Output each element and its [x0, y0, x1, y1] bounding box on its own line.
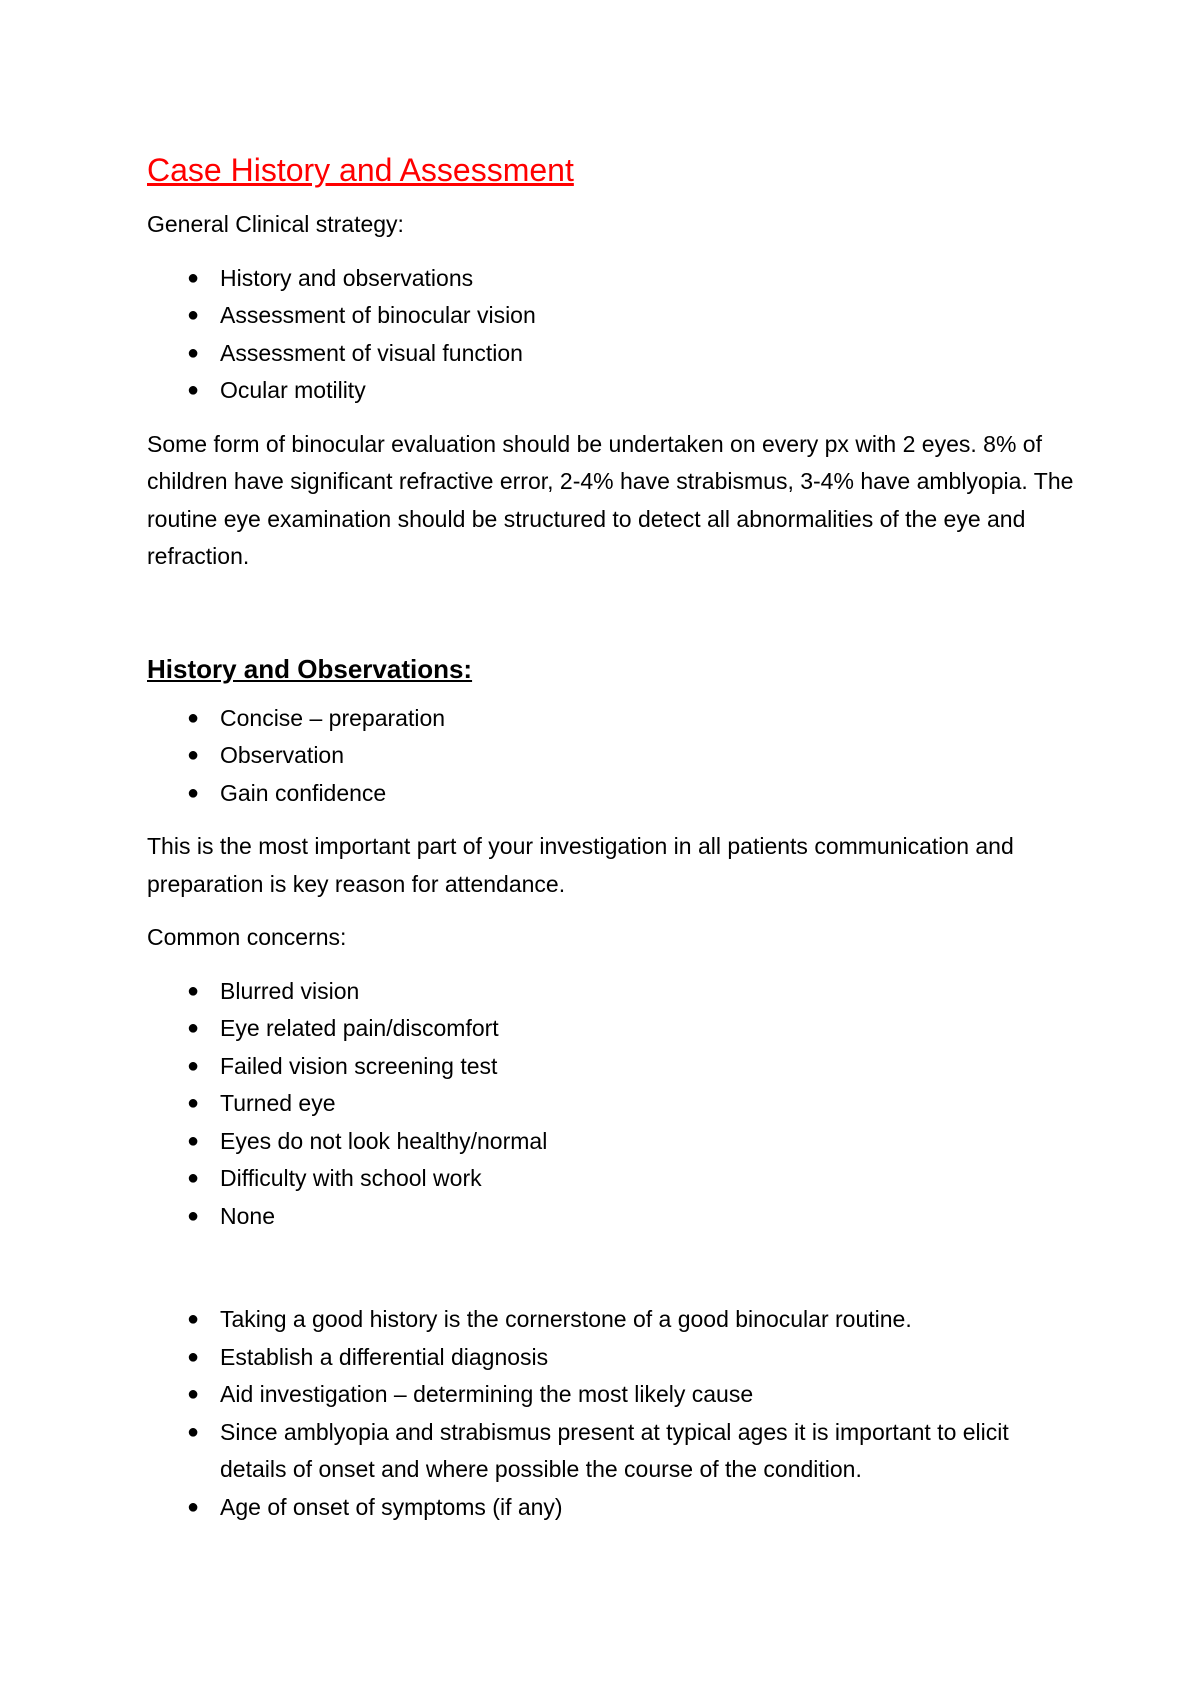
history-notes-list: [147, 1301, 1077, 1526]
bullet-icon: ●: [187, 1383, 200, 1405]
list-item: ● Ocular motility: [147, 372, 1077, 410]
bullet-icon: ●: [187, 1092, 200, 1114]
list-item: ● Difficulty with school work: [147, 1160, 1077, 1198]
strategy-label: General Clinical strategy:: [147, 211, 404, 237]
document-title: Case History and Assessment: [147, 152, 574, 188]
spacer: [147, 1251, 1077, 1301]
list-item: ● Turned eye: [147, 1085, 1077, 1123]
bullet-icon: ●: [187, 379, 200, 401]
list-item: ● Observation: [147, 737, 1077, 775]
list-item: ● None: [147, 1198, 1077, 1236]
bullet-icon: ●: [187, 781, 200, 804]
importance-paragraph: This is the most important part of your investigation in all patients communication and preparation is key reason for attendance.: [147, 833, 1014, 897]
section-heading: History and Observations:: [147, 653, 473, 684]
bullet-icon: ●: [187, 341, 200, 364]
list-item: ● Concise – preparation: [147, 700, 1077, 738]
list-item: ● History and observations: [147, 260, 1077, 298]
bullet-icon: ●: [187, 744, 200, 766]
bullet-icon: ●: [187, 266, 200, 289]
bullet-icon: ●: [187, 706, 200, 729]
bullet-icon: ●: [187, 1054, 200, 1077]
concerns-label: Common concerns:: [147, 924, 347, 950]
bullet-icon: ●: [187, 1345, 200, 1368]
document-page: [147, 150, 1077, 1542]
bullet-icon: ●: [187, 1017, 200, 1039]
list-item: ● Blurred vision: [147, 973, 1077, 1011]
list-item: ● Taking a good history is the cornerstone of a good binocular routine.: [147, 1301, 1077, 1339]
list-item: ● Since amblyopia and strabismus present at typical ages it is important to elicit details of onset and where possible the course of the condition.: [147, 1414, 1077, 1489]
bullet-icon: ●: [187, 304, 200, 326]
list-item: ● Assessment of binocular vision: [147, 297, 1077, 335]
bullet-icon: ●: [187, 1308, 200, 1330]
list-item: ● Assessment of visual function: [147, 335, 1077, 373]
bullet-icon: ●: [187, 979, 200, 1002]
list-item: ● Gain confidence: [147, 775, 1077, 813]
spacer: [147, 592, 1077, 652]
list-item: ● Failed vision screening test: [147, 1048, 1077, 1086]
list-item: ● Aid investigation – determining the most likely cause: [147, 1376, 1077, 1414]
list-item: ● Eye related pain/discomfort: [147, 1010, 1077, 1048]
strategy-list: [147, 260, 1077, 410]
bullet-icon: ●: [187, 1129, 200, 1152]
intro-paragraph: Some form of binocular evaluation should be undertaken on every px with 2 eyes. 8% of children have significant refractive error, 2-4% have strabismus, 3-4% have amblyopia. The routine eye examination should be structured to detect all abnormalities of the eye and refraction.: [147, 430, 1074, 569]
concerns-list: [147, 973, 1077, 1236]
list-item: ● Age of onset of symptoms (if any): [147, 1489, 1077, 1527]
bullet-icon: ●: [187, 1420, 200, 1443]
bullet-icon: ●: [187, 1167, 200, 1189]
bullet-icon: ●: [187, 1204, 200, 1227]
bullet-icon: ●: [187, 1495, 200, 1518]
list-item: ● Establish a differential diagnosis: [147, 1339, 1077, 1377]
list-item: ● Eyes do not look healthy/normal: [147, 1123, 1077, 1161]
history-list: [147, 700, 1077, 813]
